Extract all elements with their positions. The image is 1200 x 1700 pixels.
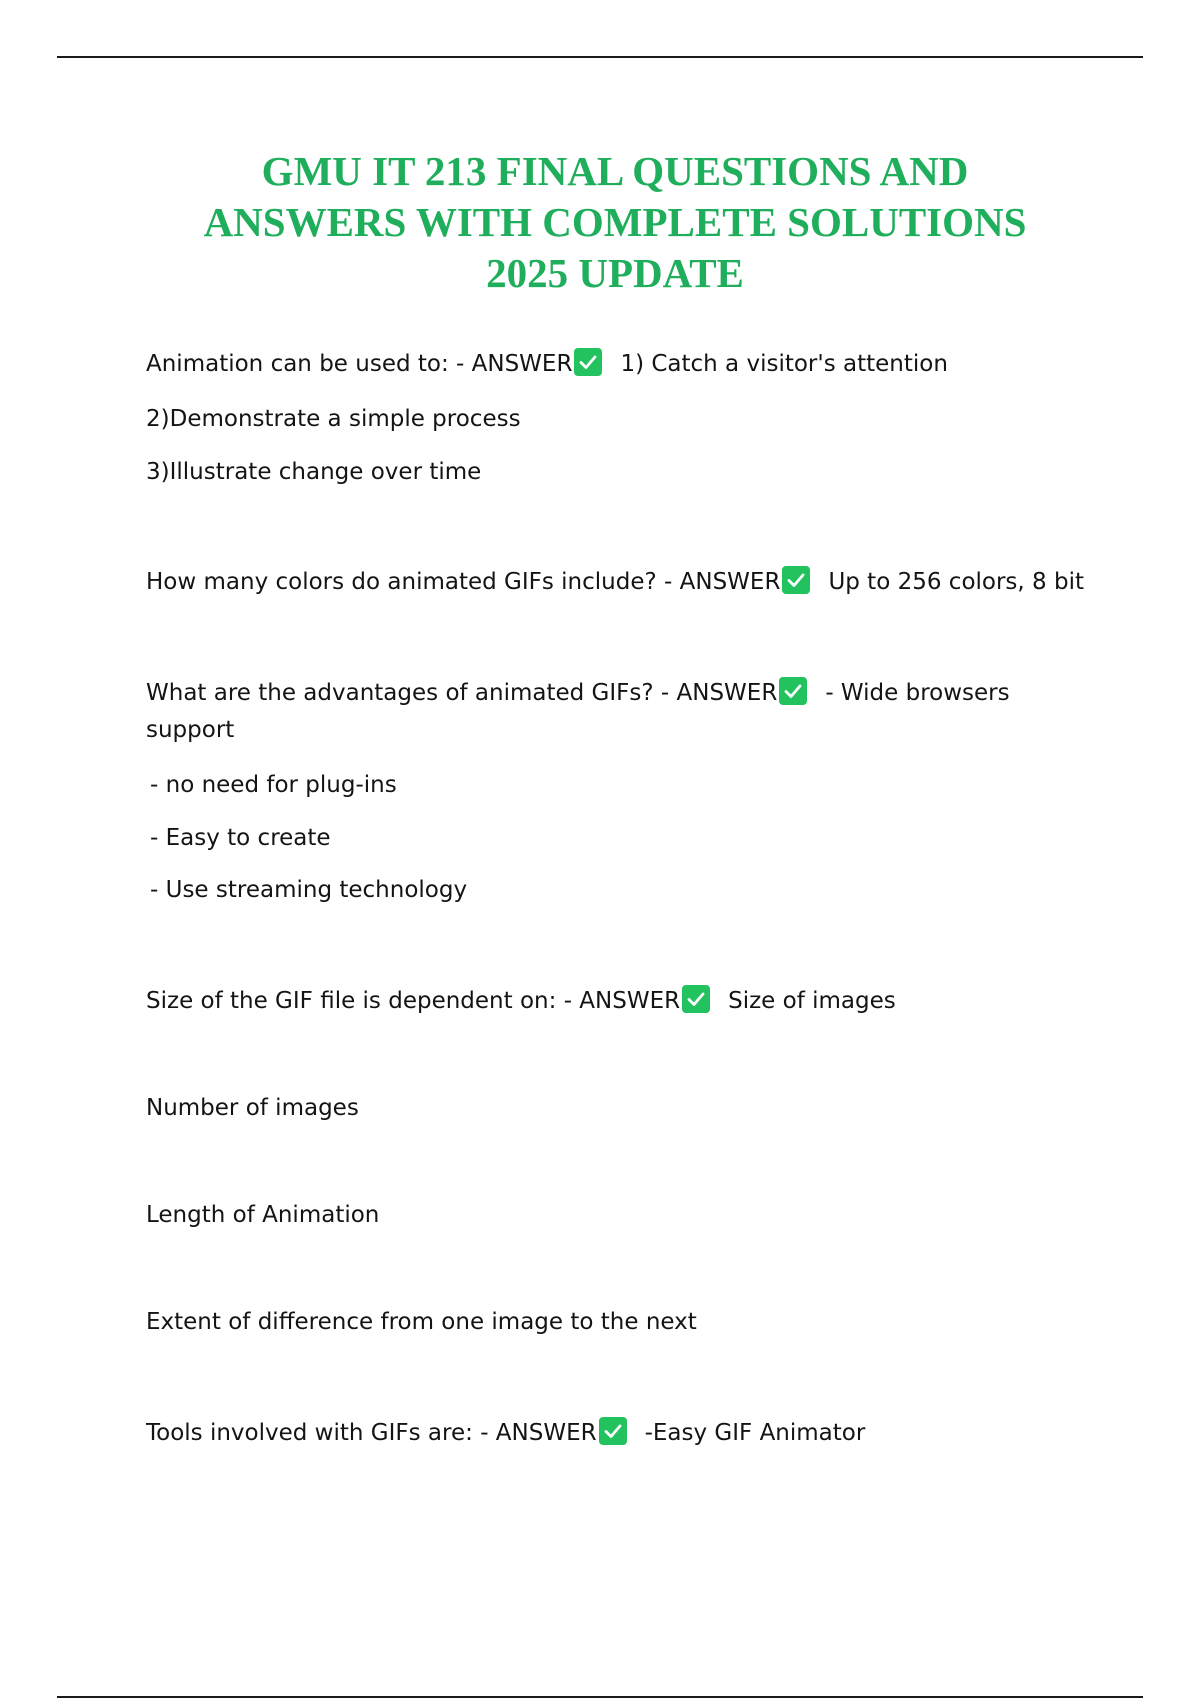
qa-item-5-header <box>146 1415 1096 1451</box>
answer-marker: - ANSWER <box>480 1420 597 1446</box>
checkmark-box-icon <box>682 985 710 1013</box>
checkmark-box-icon <box>782 566 810 594</box>
question-text: Size of the GIF file is dependent on: <box>146 988 557 1014</box>
answer-text: Up to 256 colors, 8 bit <box>828 569 1084 595</box>
answer-text: Size of images <box>728 988 896 1014</box>
answer-text: 1) Catch a visitor's attention <box>620 351 948 377</box>
question-text: Animation can be used to: <box>146 351 449 377</box>
question-text: Tools involved with GIFs are: <box>146 1420 473 1446</box>
qa-item-3-header <box>146 675 1096 711</box>
answer-marker: - ANSWER <box>456 351 573 377</box>
document-title <box>120 146 1110 299</box>
checkmark-box-icon <box>574 348 602 376</box>
bottom-divider <box>57 1696 1143 1698</box>
answer-text: -Easy GIF Animator <box>644 1420 866 1446</box>
qa-item-3-line-3: - Easy to create <box>150 825 331 851</box>
qa-item-3-answer-wrap: support <box>146 717 235 743</box>
answer-marker: - ANSWER <box>563 988 681 1014</box>
question-text: How many colors do animated GIFs include? <box>146 569 657 595</box>
checkmark-box-icon <box>779 677 807 705</box>
qa-item-4-line-4: Extent of difference from one image to the next <box>146 1309 697 1335</box>
answer-marker: - ANSWER <box>660 680 778 706</box>
answer-marker: - ANSWER <box>664 569 781 595</box>
title-line-3: 2025 UPDATE <box>486 250 744 296</box>
qa-item-3-line-2: - no need for plug-ins <box>150 772 397 798</box>
title-line-1: GMU IT 213 FINAL QUESTIONS AND <box>261 148 969 194</box>
qa-item-1-line-2: 2)Demonstrate a simple process <box>146 406 521 432</box>
checkmark-box-icon <box>599 1417 627 1445</box>
question-text: What are the advantages of animated GIFs? <box>146 680 654 706</box>
qa-item-4-line-2: Number of images <box>146 1095 359 1121</box>
title-line-2: ANSWERS WITH COMPLETE SOLUTIONS <box>203 199 1027 245</box>
qa-item-4-header <box>146 983 1096 1019</box>
answer-text: - Wide browsers <box>825 680 1010 706</box>
qa-item-2-header <box>146 564 1096 600</box>
qa-item-4-line-3: Length of Animation <box>146 1202 380 1228</box>
qa-item-1-header <box>146 346 1096 382</box>
qa-item-1-line-3: 3)Illustrate change over time <box>146 459 482 485</box>
top-divider <box>57 56 1143 58</box>
qa-item-3-line-4: - Use streaming technology <box>150 877 468 903</box>
